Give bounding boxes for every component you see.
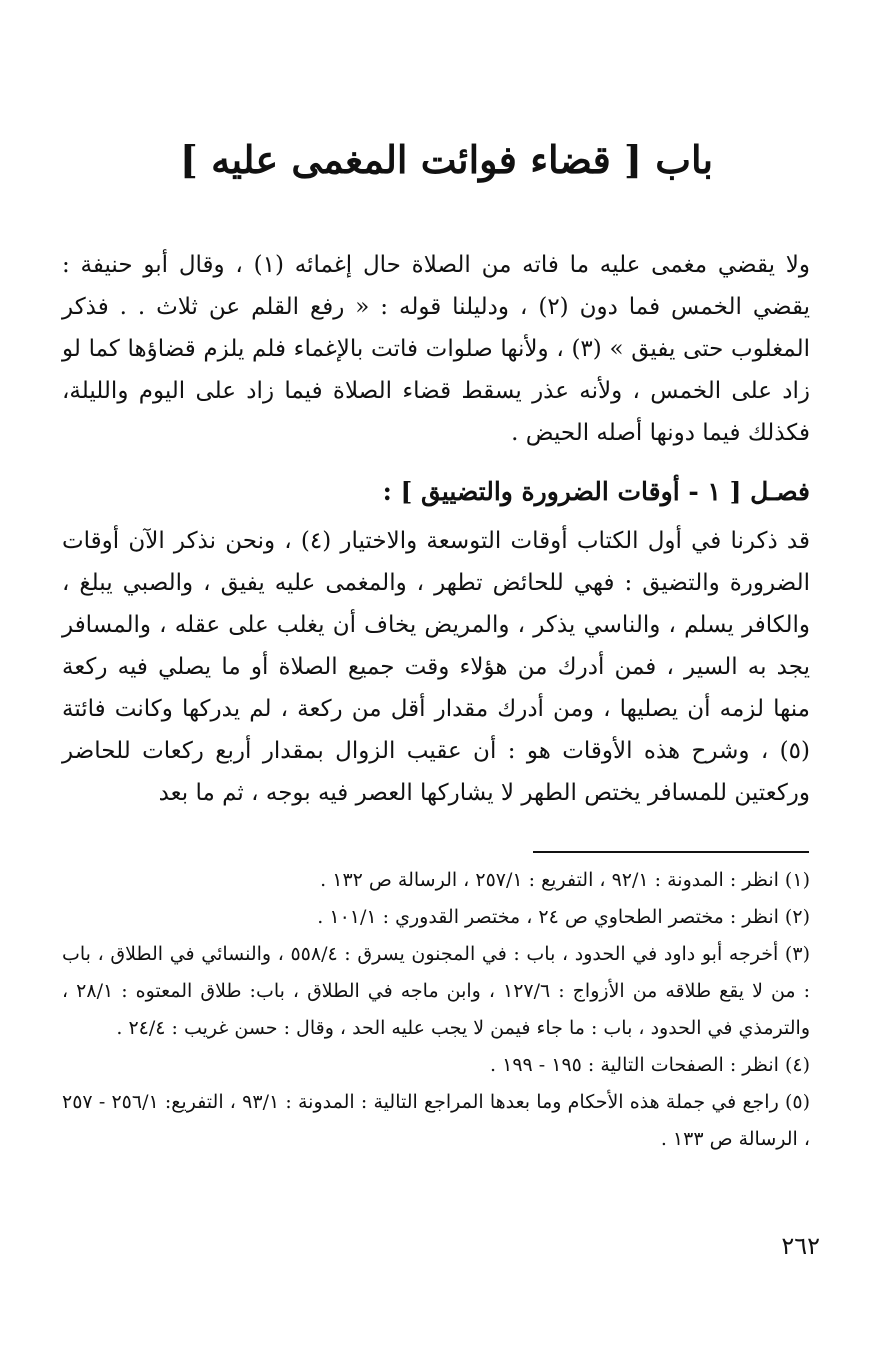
footnote-3: (٣) أخرجه أبو داود في الحدود ، باب : في المجنون يسرق : ٥٥٨/٤ ، والنسائي في الطلاق ، باب : من لا يقع طلاقه من الأزواج : ١٢٧/٦ ، وابن ماجه في الطلاق ، باب: طلاق المعتوه : ٢٨/١ ، والترمذي في الحدود ، باب : ما جاء فيمن لا يجب عليه الحد ، وقال : حسن غريب : ٢٤/٤ . <box>62 943 810 1039</box>
footnote-4: (٤) انظر : الصفحات التالية : ١٩٥ - ١٩٩ . <box>490 1054 810 1076</box>
footnote-2: (٢) انظر : مختصر الطحاوي ص ٢٤ ، مختصر القدوري : ١٠١/١ . <box>317 906 810 928</box>
paragraph-1: ولا يقضي مغمى عليه ما فاته من الصلاة حال إغمائه (١) ، وقال أبو حنيفة : يقضي الخمس فما دون (٢) ، ودليلنا قوله : « رفع القلم عن ثلاث . . فذكر المغلوب حتى يفيق » (٣) ، ولأنها صلوات فاتت بالإغماء فلم يلزم قضاؤها كما لو زاد على الخمس ، ولأنه عذر يسقط قضاء الصلاة فيما زاد على اليوم والليلة، فكذلك فيما دونها أصله الحيض . <box>62 252 810 446</box>
footnote-1: (١) انظر : المدونة : ٩٢/١ ، التفريع : ٢٥٧/١ ، الرسالة ص ١٣٢ . <box>320 869 810 891</box>
paragraph-2: قد ذكرنا في أول الكتاب أوقات التوسعة والاختيار (٤) ، ونحن نذكر الآن أوقات الضرورة والتضيق : فهي للحائض تطهر ، والمغمى عليه يفيق ، والصبي يبلغ ، والكافر يسلم ، والناسي يذكر ، والمريض يخاف أن يغلب على عقله ، والمسافر يجد به السير ، فمن أدرك من هؤلاء وقت جميع الصلاة أو ما يصلي فيه ركعة منها لزمه أن يصليها ، ومن أدرك مقدار أقل من ركعة ، لم يدركها وكانت فائتة (٥) ، وشرح هذه الأوقات هو : أن عقيب الزوال بمقدار أربع ركعات للحاضر وركعتين للمسافر يختص الطهر لا يشاركها العصر فيه بوجه ، ثم ما بعد <box>62 528 811 806</box>
footnote-5: (٥) راجع في جملة هذه الأحكام وما بعدها المراجع التالية : المدونة : ٩٣/١ ، التفريع: ٢٥٦/١ - ٢٥٧ ، الرسالة ص ١٣٣ . <box>62 1091 811 1150</box>
page-number: ٢٦٢ <box>781 1232 820 1260</box>
chapter-title: باب [ قضاء فوائت المغمى عليه ] <box>179 137 714 182</box>
footnote-divider <box>533 851 809 853</box>
section-heading: فصـل [ ١ - أوقات الضرورة والتضييق ] : <box>382 477 810 506</box>
footnotes <box>62 862 810 1158</box>
